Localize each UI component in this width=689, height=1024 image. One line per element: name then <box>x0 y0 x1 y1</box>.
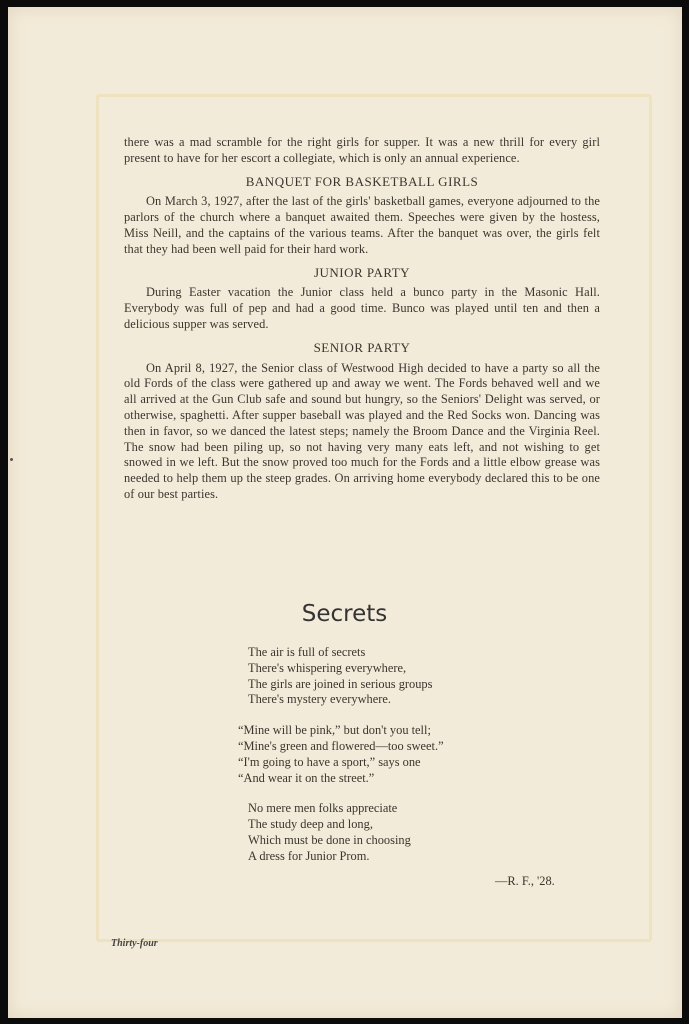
poem-signature: —R. F., '28. <box>495 874 555 888</box>
poem-line: There's whispering everywhere, <box>248 660 407 675</box>
poem-line: A dress for Junior Prom. <box>248 848 370 863</box>
dust-speck <box>10 458 13 461</box>
poem-line: “And wear it on the street.” <box>238 770 375 785</box>
page-number: Thirty-four <box>111 938 158 949</box>
article-text <box>124 135 600 503</box>
poem-line: “Mine will be pink,” but don't you tell; <box>238 723 431 738</box>
poem-line: The study deep and long, <box>248 817 373 832</box>
intro-paragraph: there was a mad scramble for the right girls for supper. It was a new thrill for every girl present to have for her escort a collegiate, which is only an annual experience. <box>124 135 600 165</box>
paragraph-senior-party: On April 8, 1927, the Senior class of Westwood High decided to have a party so all the old Fords of the class were gathered up and away we went. The Fords behaved well and we all arrived at the Gun Club safe and sound but hungry, so the Seniors' Delight was served, or otherwise, spaghetti. After supper baseball was played and the Red Socks won. Dancing was then in favor, so we danced the latest steps; namely the Broom Dance and the Virginia Reel. The snow had been piling up, so not having very many eats left, and not wishing to get snowed in we left. But the snow proved too much for the Fords and a little elbow grease was needed to help them up the steep grades. On arriving home everybody declared this to be one of our best parties. <box>124 360 600 501</box>
paragraph-banquet: On March 3, 1927, after the last of the girls' basketball games, everyone adjourned to the parlors of the church where a banquet awaited them. Speeches were given by the hostess, Miss Neill, and the captains of the various teams. After the banquet was over, the girls felt that they had been well paid for their hard work. <box>124 194 600 256</box>
poem-line: The girls are joined in serious groups <box>248 676 433 691</box>
paragraph-junior-party: During Easter vacation the Junior class held a bunco party in the Masonic Hall. Everybody was full of pep and had a good time. Bunco was played until ten and then a delicious supper was served. <box>124 285 600 331</box>
heading-senior-party: SENIOR PARTY <box>313 339 411 355</box>
heading-junior-party: JUNIOR PARTY <box>313 264 411 280</box>
poem-stanza <box>238 801 444 864</box>
poem-line: “Mine's green and flowered—too sweet.” <box>238 738 444 753</box>
poem-line: Which must be done in choosing <box>248 832 411 847</box>
poem-stanza <box>238 723 444 786</box>
poem-stanza <box>238 645 444 708</box>
heading-banquet: BANQUET FOR BASKETBALL GIRLS <box>245 173 479 189</box>
poem-body <box>238 645 444 880</box>
poem-line: There's mystery everywhere. <box>248 692 391 707</box>
poem-line: The air is full of secrets <box>248 645 366 659</box>
poem-line: No mere men folks appreciate <box>248 801 398 816</box>
poem-line: “I'm going to have a sport,” says one <box>238 754 421 769</box>
poem-title: Secrets <box>301 601 388 627</box>
